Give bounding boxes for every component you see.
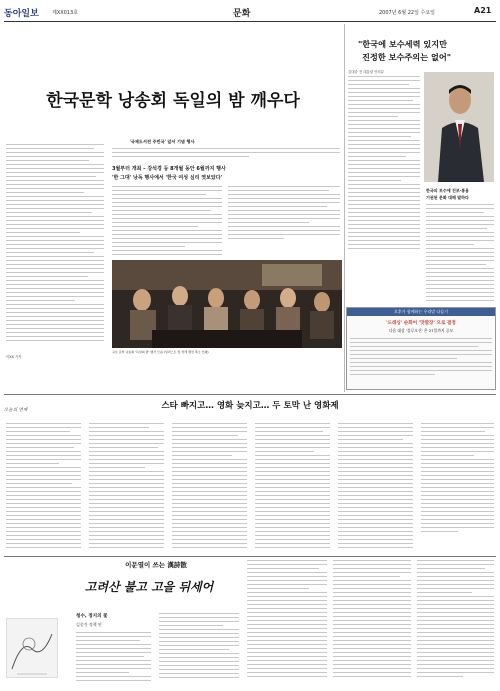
main-body-column-1 [6,144,104,349]
column-divider [344,24,345,392]
photo-caption: 교보 문학 낭송회 '독일의 밤' 행사 모습 (일러스트 및 상세 캡션 축소 인쇄) [112,350,209,354]
interview-body-right [426,204,494,304]
notice-title: 오후가 함께하는 우리말 다듬기 [347,308,495,316]
lower-article [4,397,496,555]
publication-date: 2007년 6월 22일 수요일 [379,10,436,16]
bottom-illustration-drawing [7,619,57,677]
lower-column-2 [89,423,164,551]
main-body-column-2 [112,186,222,258]
subhead-1: 3월부터 개최 – 강석경 등 8개월 동안 6월까지 행사 [112,166,226,172]
event-photo [112,260,342,348]
main-headline: 한국문학 낭송회 독일의 밤 깨우다 [46,91,300,111]
bottom-header: 이문열이 쓰는 漢詩散 [125,561,187,569]
lower-column-1 [6,423,81,551]
interview-headline [358,38,494,64]
box-intro [112,148,340,160]
interview-quote-line-1: "한국에 보수세력 있지만 [358,39,448,49]
bottom-article [4,558,496,688]
page-header [4,4,496,22]
bottom-column-2 [159,613,239,684]
main-article [4,24,342,392]
lower-headline: 스타 빠지고… 영화 늦지고… 두 토막 난 영화제 [161,401,339,411]
main-byline: 이XX 기자 [6,355,22,359]
interview-body-left [348,76,420,256]
bottom-illustration [6,618,58,678]
interview-person-label: 김대중 전 대통령 인터뷰 [348,70,384,74]
event-photo-illustration [112,260,342,348]
notice-line-1: '드레싱' 순화어 '맛깔장' 으로 결정 [386,321,456,326]
portrait-illustration [424,72,494,182]
page-number: A21 [474,6,492,15]
lower-column-5 [338,423,413,551]
interview-quote-line-2: 진정한 보수주의는 없어" [362,52,452,62]
bottom-calligraphy-title: 고려산 불고 고을 뒤세어 [84,580,214,594]
bottom-column-3 [247,560,327,684]
bottom-author: 김종건 정책 연 [76,622,102,627]
side-caption-line-2: 기권된 문화 대해 말하다 [426,195,469,200]
box-title: '국제도서전 주빈국' 앞서 기념 행사 [129,139,195,144]
notice-box [346,307,496,390]
interview-article [346,24,496,392]
side-caption-line-1: 한국의 보수에 진보·통용 [426,188,469,193]
interview-portrait [424,72,494,182]
section-separator-2 [4,556,496,557]
interview-side-caption [426,187,494,201]
subhead-2: '한 그대' 낭독 행사에서 '한국 여성 심리 엿보았다' [112,175,223,181]
newspaper-logo: 동아일보 [4,9,39,19]
bottom-column-1 [76,632,151,684]
issue-number: 제XX013호 [52,10,79,16]
bottom-subtitle: 청수, 정지의 꽃 [76,614,108,619]
header-rule [4,21,496,22]
lower-section-label: 오늘의 연재 [4,408,28,413]
notice-line-2: 다음 대상 '블루오션' 은 27일까지 공모 [388,328,454,333]
bottom-column-4 [333,560,411,684]
lower-column-4 [255,423,330,551]
section-separator-1 [4,394,496,395]
lower-column-3 [172,423,247,551]
bottom-column-5 [417,560,494,684]
main-body-column-3 [228,186,340,258]
section-title: 문화 [233,9,251,19]
lower-column-6 [421,423,494,551]
